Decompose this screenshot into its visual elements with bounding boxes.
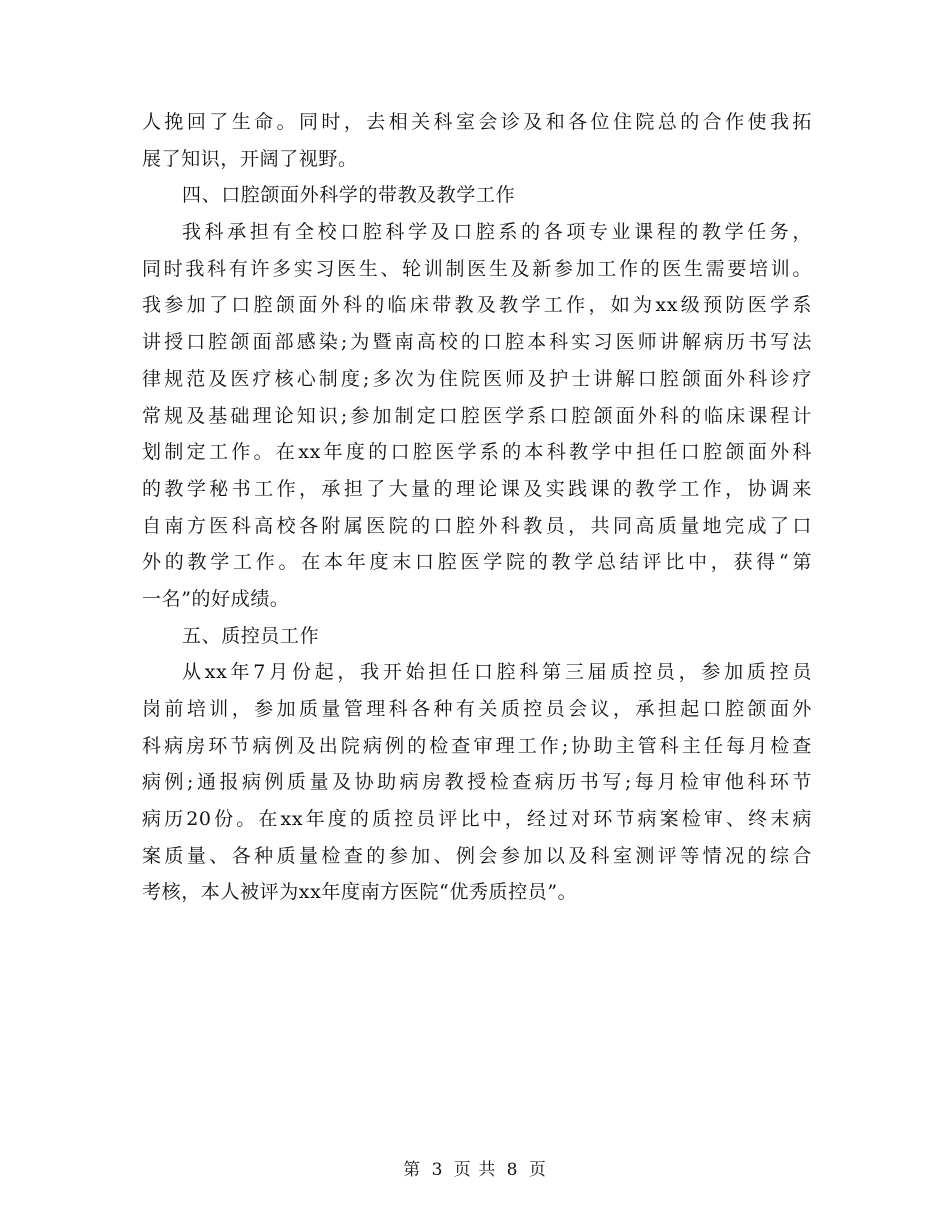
text-line: 科病房环节病例及出院病例的检查审理工作;协助主管科主任每月检查 <box>142 734 812 757</box>
text-line: 的教学秘书工作，承担了大量的理论课及实践课的教学工作，协调来 <box>142 477 812 500</box>
text-line: 自南方医科高校各附属医院的口腔外科教员，共同高质量地完成了口 <box>142 514 812 537</box>
text-line: 同时我科有许多实习医生、轮训制医生及新参加工作的医生需要培训。 <box>142 257 812 280</box>
text-line: 一名”的好成绩。 <box>142 587 290 610</box>
footer-current-page: 3 <box>431 1160 444 1180</box>
document-body <box>142 104 812 911</box>
footer-suffix: 页 <box>528 1160 547 1180</box>
text-line: 岗前培训，参加质量管理科各种有关质控员会议，承担起口腔颌面外 <box>142 698 812 720</box>
text-line: 律规范及医疗核心制度;多次为住院医师及护士讲解口腔颌面外科诊疗 <box>142 367 812 390</box>
footer-middle: 页 共 <box>453 1160 497 1180</box>
footer-prefix: 第 <box>403 1160 422 1180</box>
text-line: 我科承担有全校口腔科学及口腔系的各项专业课程的教学任务， <box>182 221 812 244</box>
text-line: 展了知识，开阔了视野。 <box>142 147 358 170</box>
page-footer <box>0 1155 950 1180</box>
text-line: 划制定工作。在xx年度的口腔医学系的本科教学中担任口腔颌面外科 <box>142 441 812 464</box>
text-line: 考核，本人被评为xx年度南方医院“优秀质控员”。 <box>142 881 578 904</box>
text-line: 外的教学工作。在本年度末口腔医学院的教学总结评比中，获得“第 <box>142 551 812 574</box>
text-line: 我参加了口腔颌面外科的临床带教及教学工作，如为xx级预防医学系 <box>142 294 812 317</box>
text-line: 人挽回了生命。同时，去相关科室会诊及和各位住院总的合作使我拓 <box>142 111 812 133</box>
text-line: 常规及基础理论知识;参加制定口腔医学系口腔颌面外科的临床课程计 <box>142 404 812 427</box>
text-line: 病历20份。在xx年度的质控员评比中，经过对环节病案检审、终末病 <box>142 808 812 831</box>
text-line: 案质量、各种质量检查的参加、例会参加以及科室测评等情况的综合 <box>142 844 812 867</box>
text-line: 病例;通报病例质量及协助病房教授检查病历书写;每月检审他科环节 <box>142 771 812 794</box>
text-line: 从xx年7月份起，我开始担任口腔科第三届质控员，参加质控员 <box>182 661 812 684</box>
text-line: 五、质控员工作 <box>182 624 320 647</box>
footer-total-pages: 8 <box>506 1160 519 1180</box>
text-line: 讲授口腔颌面部感染;为暨南高校的口腔本科实习医师讲解病历书写法 <box>142 331 812 354</box>
text-line: 四、口腔颌面外科学的带教及教学工作 <box>182 184 516 207</box>
